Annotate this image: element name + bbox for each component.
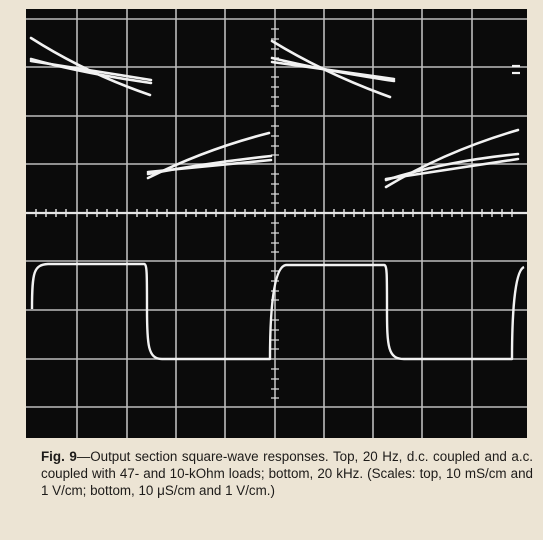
trace-ac-47k-low xyxy=(148,156,271,174)
trace-20khz xyxy=(32,264,524,359)
figure-caption-text: —Output section square-wave responses. Top, 20 Hz, d.c. coupled and a.c. coupled with 47- and 10-kOhm loads; bottom, 20 kHz. (Scales: top, 10 mS/cm and 1 V/cm; bottom, 10 μS/cm and 1 V/cm.) xyxy=(41,449,533,499)
oscilloscope-photo xyxy=(26,9,527,438)
center-axis-ticks xyxy=(26,209,527,217)
trace-20hz-cycle-1 xyxy=(31,38,271,178)
figure-caption xyxy=(41,448,533,500)
trace-20hz-edge-marks xyxy=(512,66,520,73)
oscilloscope-screen xyxy=(26,9,527,438)
trace-20hz-cycle-2 xyxy=(272,41,518,187)
figure-label: Fig. 9 xyxy=(41,449,77,464)
